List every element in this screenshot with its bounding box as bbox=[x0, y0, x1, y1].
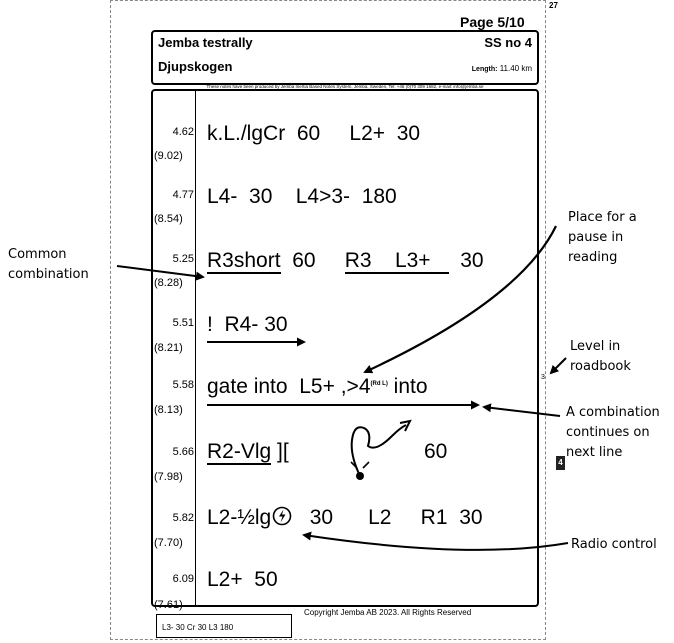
annotation-continues: A combination continues on next line bbox=[566, 405, 660, 461]
pause-arrow bbox=[365, 226, 556, 372]
annotation-pause: Place for a pause in reading bbox=[568, 210, 637, 266]
distance: 6.09 bbox=[172, 573, 194, 585]
distance-remaining: (7.98) bbox=[154, 471, 183, 483]
common-combination-arrow bbox=[117, 266, 203, 277]
pace-note: L2+ 50 bbox=[207, 568, 278, 591]
level-arrow bbox=[551, 358, 566, 373]
stage-number: SS no 4 bbox=[484, 35, 532, 50]
length-value: 11.40 km bbox=[499, 64, 532, 73]
corner-page-number: 27 bbox=[549, 1, 558, 10]
next-page-preview: L3- 30 Cr 30 L3 180 bbox=[156, 614, 292, 638]
radio-control-arrow bbox=[304, 535, 568, 550]
distance: 5.58 bbox=[172, 379, 194, 391]
page-number: Page 5/10 bbox=[460, 14, 525, 30]
distance: 4.77 bbox=[172, 189, 194, 201]
stage-name: Djupskogen bbox=[158, 59, 233, 74]
distance-remaining: (8.21) bbox=[154, 342, 183, 354]
pace-note-speed: 60 bbox=[424, 440, 448, 463]
distance-remaining: (8.13) bbox=[154, 404, 183, 416]
length-label: Length: bbox=[471, 66, 498, 73]
producer-notice: These notes have been produced by Jemba Inertia Based Notes System, Jemba, Sweden, Tel: +46 (0)70 309 1682, e-mail: info@jemba.se bbox=[206, 84, 484, 89]
squiggle-junction-icon bbox=[351, 421, 410, 480]
distance: 4.62 bbox=[172, 126, 194, 138]
annotation-level: Level in roadbook bbox=[570, 339, 631, 375]
distance-remaining: (7.61) bbox=[154, 599, 183, 611]
distance: 5.82 bbox=[172, 512, 194, 524]
distance: 5.66 bbox=[172, 446, 194, 458]
copyright: Copyright Jemba AB 2023. All Rights Reserved bbox=[304, 608, 472, 617]
distance-remaining: (8.54) bbox=[154, 213, 183, 225]
pace-note: ! R4- 30 bbox=[207, 313, 288, 336]
pace-note: L2-½lg 30 L2 R1 30 bbox=[207, 506, 483, 532]
distance-remaining: (9.02) bbox=[154, 150, 183, 162]
pace-note: L4- 30 L4>3- 180 bbox=[207, 185, 397, 208]
pace-note: R2-Vlg ][ bbox=[207, 440, 289, 463]
distance-remaining: (7.70) bbox=[154, 537, 183, 549]
distance: 5.51 bbox=[172, 317, 194, 329]
annotation-radio-control: Radio control bbox=[571, 537, 657, 552]
distance: 5.25 bbox=[172, 253, 194, 265]
pace-note: R3short 60 R3 L3+ 30 bbox=[207, 249, 484, 272]
side-level-box: 4 bbox=[556, 456, 565, 470]
pace-note: k.L./lgCr 60 L2+ 30 bbox=[207, 122, 421, 145]
rally-name: Jemba testrally bbox=[158, 35, 253, 50]
annotation-common-combination: Common combination bbox=[8, 247, 89, 283]
continues-arrow bbox=[484, 407, 560, 416]
roadbook-level-number: 3 bbox=[541, 374, 545, 381]
distance-remaining: (8.28) bbox=[154, 277, 183, 289]
pace-note: gate into $L5+ ,>4^{(Rd L)}$ into bbox=[207, 375, 428, 398]
